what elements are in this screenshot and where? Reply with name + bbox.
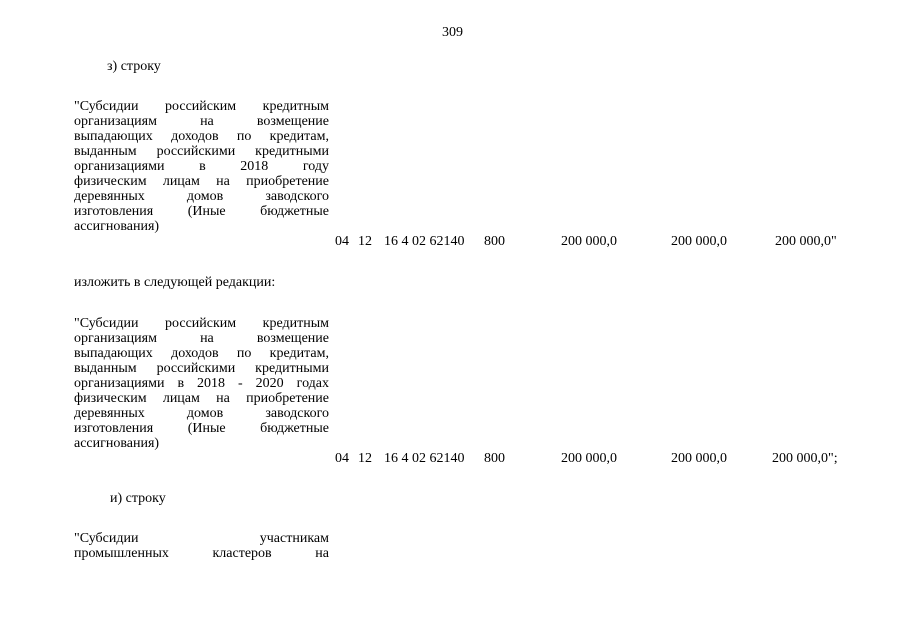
desc-line: "Субсидии российским кредитным (74, 99, 329, 114)
desc-line: деревянных домов заводского (74, 189, 329, 204)
desc-line: выпадающих доходов по кредитам, (74, 346, 329, 361)
desc-line: организациями в 2018 году (74, 159, 329, 174)
desc-line: организациям на возмещение (74, 114, 329, 129)
desc-line: организациям на возмещение (74, 331, 329, 346)
desc-line: "Субсидии российским кредитным (74, 316, 329, 331)
code-section: 04 (335, 451, 349, 466)
amount-col-3: 200 000,0" (775, 234, 837, 249)
code-target: 16 4 02 62140 (384, 234, 465, 249)
desc-line: организациями в 2018 - 2020 годах (74, 376, 329, 391)
desc-line: промышленных кластеров на (74, 546, 329, 561)
amount-col-1: 200 000,0 (561, 234, 617, 249)
amount-col-3: 200 000,0"; (772, 451, 838, 466)
section-i-row-description (74, 531, 329, 561)
desc-line: "Субсидии участникам (74, 531, 329, 546)
desc-line: ассигнования) (74, 219, 160, 234)
desc-line: изготовления (Иные бюджетные (74, 204, 329, 219)
desc-line: выданным российскими кредитными (74, 361, 329, 376)
code-target: 16 4 02 62140 (384, 451, 465, 466)
desc-line: ассигнования) (74, 436, 160, 451)
desc-line: изготовления (Иные бюджетные (74, 421, 329, 436)
code-subsection: 12 (358, 451, 372, 466)
section-z-heading: з) строку (107, 59, 161, 74)
desc-line: деревянных домов заводского (74, 406, 329, 421)
edit-instruction: изложить в следующей редакции: (74, 275, 276, 290)
desc-line: физическим лицам на приобретение (74, 174, 329, 189)
old-row-description (74, 99, 329, 234)
amount-col-1: 200 000,0 (561, 451, 617, 466)
code-expense-type: 800 (484, 451, 505, 466)
section-i-heading: и) строку (110, 491, 166, 506)
new-row-description (74, 316, 329, 451)
desc-line: физическим лицам на приобретение (74, 391, 329, 406)
code-section: 04 (335, 234, 349, 249)
amount-col-2: 200 000,0 (671, 451, 727, 466)
amount-col-2: 200 000,0 (671, 234, 727, 249)
page-number: 309 (442, 25, 463, 40)
code-expense-type: 800 (484, 234, 505, 249)
desc-line: выпадающих доходов по кредитам, (74, 129, 329, 144)
desc-line: выданным российскими кредитными (74, 144, 329, 159)
code-subsection: 12 (358, 234, 372, 249)
